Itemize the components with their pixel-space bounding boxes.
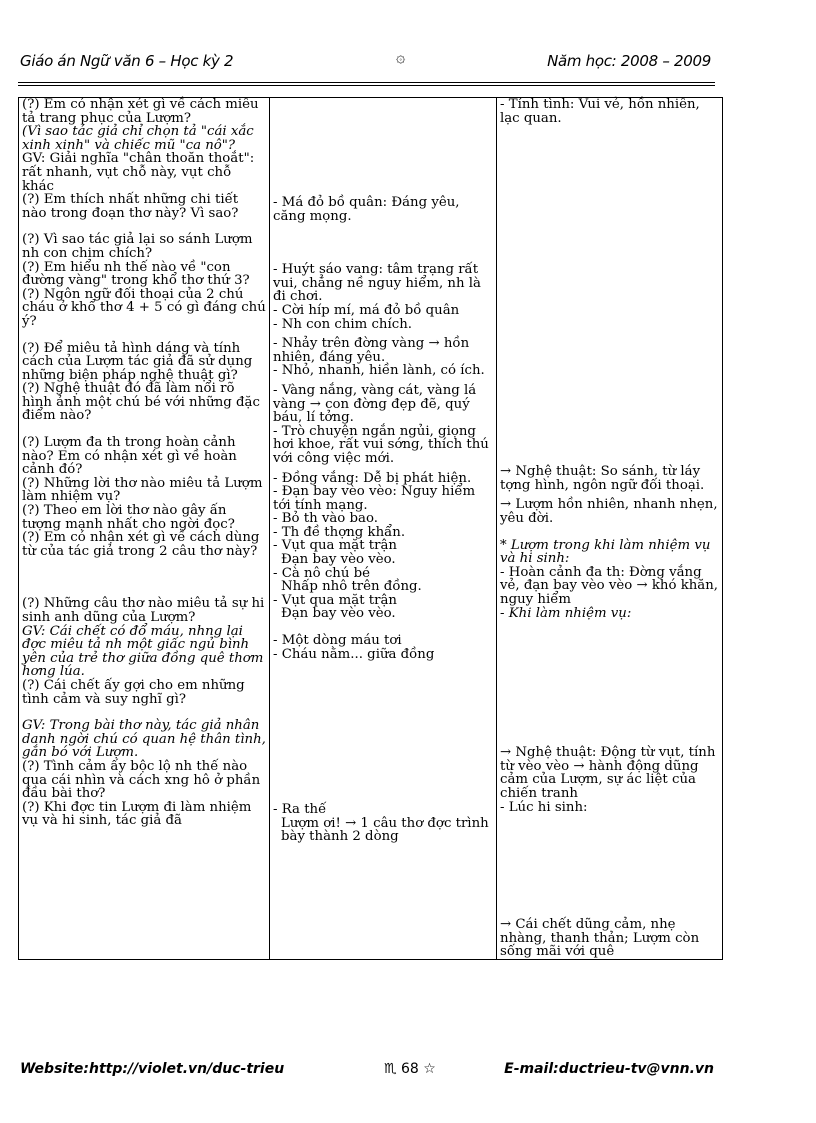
- answer-line: Đạn bay vèo vèo.: [281, 606, 396, 622]
- note-line: → Nghệ thuật: Động từ vụt, tính từ vèo vèo → hành động dũng cảm của Lượm, sự ác liệt của chiến tranh: [500, 745, 716, 801]
- answer-line: - Một dòng máu tơi: [273, 633, 402, 649]
- question-line: (?) Để miêu tả hình dáng và tính cách của Lượm tác giả đã sử dụng những biện pháp nghệ thuật gì?: [22, 340, 253, 383]
- footer-website: Website:http://violet.vn/duc-trieu: [20, 1061, 285, 1077]
- teacher-note: GV: Trong bài thơ này, tác giả nhân danh ngời chú có quan hệ thân tình, gắn bó với Lượm.: [22, 718, 266, 761]
- note-line: → Cái chết dũng cảm, nhẹ nhàng, thanh thản; Lượm còn sống mãi với quê: [500, 917, 700, 960]
- answer-line: - Đồng vắng: Dễ bị phát hiện.: [273, 470, 472, 486]
- answer-line: Nhấp nhô trên đồng.: [281, 579, 422, 595]
- answer-line: - Cà nô chú bé: [273, 565, 371, 581]
- note-line: → Nghệ thuật: So sánh, từ láy tợng hình, ngôn ngữ đối thoại.: [500, 464, 705, 493]
- note-line: - Hoàn cảnh đa th: Đờng vắng vẻ, đạn bay vèo vèo → khó khăn, nguy hiểm: [500, 564, 719, 607]
- answer-line: - Vụt qua mặt trận: [273, 592, 397, 608]
- question-line: (?) Những lời thơ nào miêu tả Lượm làm nhiệm vụ?: [22, 475, 263, 505]
- question-line: (?) Những câu thơ nào miêu tả sự hi sinh anh dũng của Lượm?: [22, 596, 265, 625]
- question-line: (?) Lượm đa th trong hoàn cảnh nào? Em có nhận xét gì về hoàn cảnh đó?: [22, 435, 237, 478]
- note-line: → Lượm hồn nhiên, nhanh nhẹn, yêu đời.: [500, 497, 718, 526]
- note-line: - Khi làm nhiệm vụ:: [500, 605, 632, 621]
- question-line: (?) Em có nhận xét gì về cách miêu tả trang phục của Lượm?: [22, 97, 259, 126]
- teacher-note: GV: Cái chết có đổ máu, nhng lại đợc miêu tả nh một giấc ngủ bình yên của trẻ thơ giữa đồng quê thơm hơng lúa.: [22, 623, 264, 680]
- note-line: - Lúc hi sinh:: [500, 799, 588, 815]
- answer-line: - Cời híp mí, má đỏ bồ quân: [273, 302, 460, 318]
- answer-line: - Vụt qua mặt trận: [273, 538, 397, 554]
- page-number: ♏ 68 ☆: [384, 1061, 436, 1077]
- answer-line: Lượm ơi! → 1 câu thơ đợc trình bày thành 2 dòng: [281, 815, 489, 845]
- note-line: - Tính tình: Vui vẻ, hồn nhiên, lạc quan.: [500, 97, 700, 126]
- question-line: (?) Em thích nhất những chi tiết nào trong đoạn thơ này? Vì sao?: [22, 192, 239, 221]
- header-ornament-icon: ۞: [396, 47, 406, 66]
- question-line: (?) Nghệ thuật đó đã làm nổi rõ hình ảnh một chú bé với những đặc điểm nào?: [22, 381, 260, 424]
- header-left: Giáo án Ngữ văn 6 – Học kỳ 2: [20, 52, 234, 70]
- question-line: (?) Khi đợc tin Lượm đi làm nhiệm vụ và hi sinh, tác giả đã: [22, 799, 252, 829]
- question-line: (?) Ngôn ngữ đối thoại của 2 chú cháu ở khổ thơ 4 + 5 có gì đáng chú ý?: [22, 286, 266, 329]
- answers-column: [270, 98, 497, 960]
- answer-line: - Nhảy trên đờng vàng → hồn nhiên, đáng yêu.: [273, 336, 470, 365]
- answer-line: - Đạn bay vèo vèo: Nguy hiểm tới tính mạng.: [273, 484, 476, 513]
- question-line: (Vì sao tác giả chỉ chọn tả "cái xắc xinh xinh" và chiếc mũ "ca nô"?: [22, 124, 254, 153]
- note-line: * Lượm trong khi làm nhiệm vụ và hi sinh:: [500, 537, 711, 567]
- notes-column: [497, 98, 723, 960]
- question-line: (?) Em hiểu nh thế nào về "con đường vàng" trong khổ thơ thứ 3?: [22, 259, 250, 289]
- question-line: (?) Tình cảm ấy bộc lộ nh thế nào qua cái nhìn và cách xng hô ở phần đầu bài thơ?: [22, 758, 261, 802]
- answer-line: - Nhỏ, nhanh, hiền lành, có ích.: [273, 363, 485, 379]
- answer-line: - Trò chuyện ngắn ngủi, giọng hơi khoe, rất vui sớng, thích thú với công việc mới.: [273, 423, 489, 466]
- answer-line: Đạn bay vèo vèo.: [281, 552, 396, 568]
- answer-line: - Th đề thợng khẩn.: [273, 524, 406, 540]
- questions-column: [19, 98, 270, 960]
- answer-line: - Vàng nắng, vàng cát, vàng lá vàng → con đờng đẹp đẽ, quý báu, lí tởng.: [273, 382, 477, 426]
- answer-line: - Má đỏ bồ quân: Đáng yêu, căng mọng.: [273, 195, 460, 224]
- answer-line: - Nh con chim chích.: [273, 316, 412, 332]
- question-line: (?) Vì sao tác giả lại so sánh Lượm nh con chim chích?: [22, 232, 253, 261]
- header-rule: [18, 82, 715, 83]
- teacher-note: GV: Giải nghĩa "chân thoăn thoắt": rất nhanh, vụt chỗ này, vụt chỗ khác: [22, 151, 255, 194]
- footer-email: E-mail:ductrieu-tv@vnn.vn: [504, 1061, 714, 1077]
- question-line: (?) Theo em lời thơ nào gây ấn tượng mạnh nhất cho ngời đọc?: [22, 503, 235, 532]
- answer-line: - Huýt sáo vang: tâm trạng rất vui, chẳng nề nguy hiểm, nh là đi chơi.: [273, 262, 481, 305]
- header-rule-2: [18, 85, 715, 86]
- question-line: (?) Cái chết ấy gợi cho em những tình cảm và suy nghĩ gì?: [22, 677, 245, 707]
- header-right: Năm học: 2008 – 2009: [547, 52, 711, 70]
- question-line: (?) Em có nhận xét gì về cách dùng từ của tác giả trong 2 câu thơ này?: [22, 530, 260, 559]
- answer-line: - Ra thế: [273, 802, 327, 818]
- answer-line: - Bỏ th vào bao.: [273, 511, 378, 527]
- lesson-table: [18, 97, 723, 960]
- answer-line: - Cháu nằm... giữa đồng: [273, 646, 435, 662]
